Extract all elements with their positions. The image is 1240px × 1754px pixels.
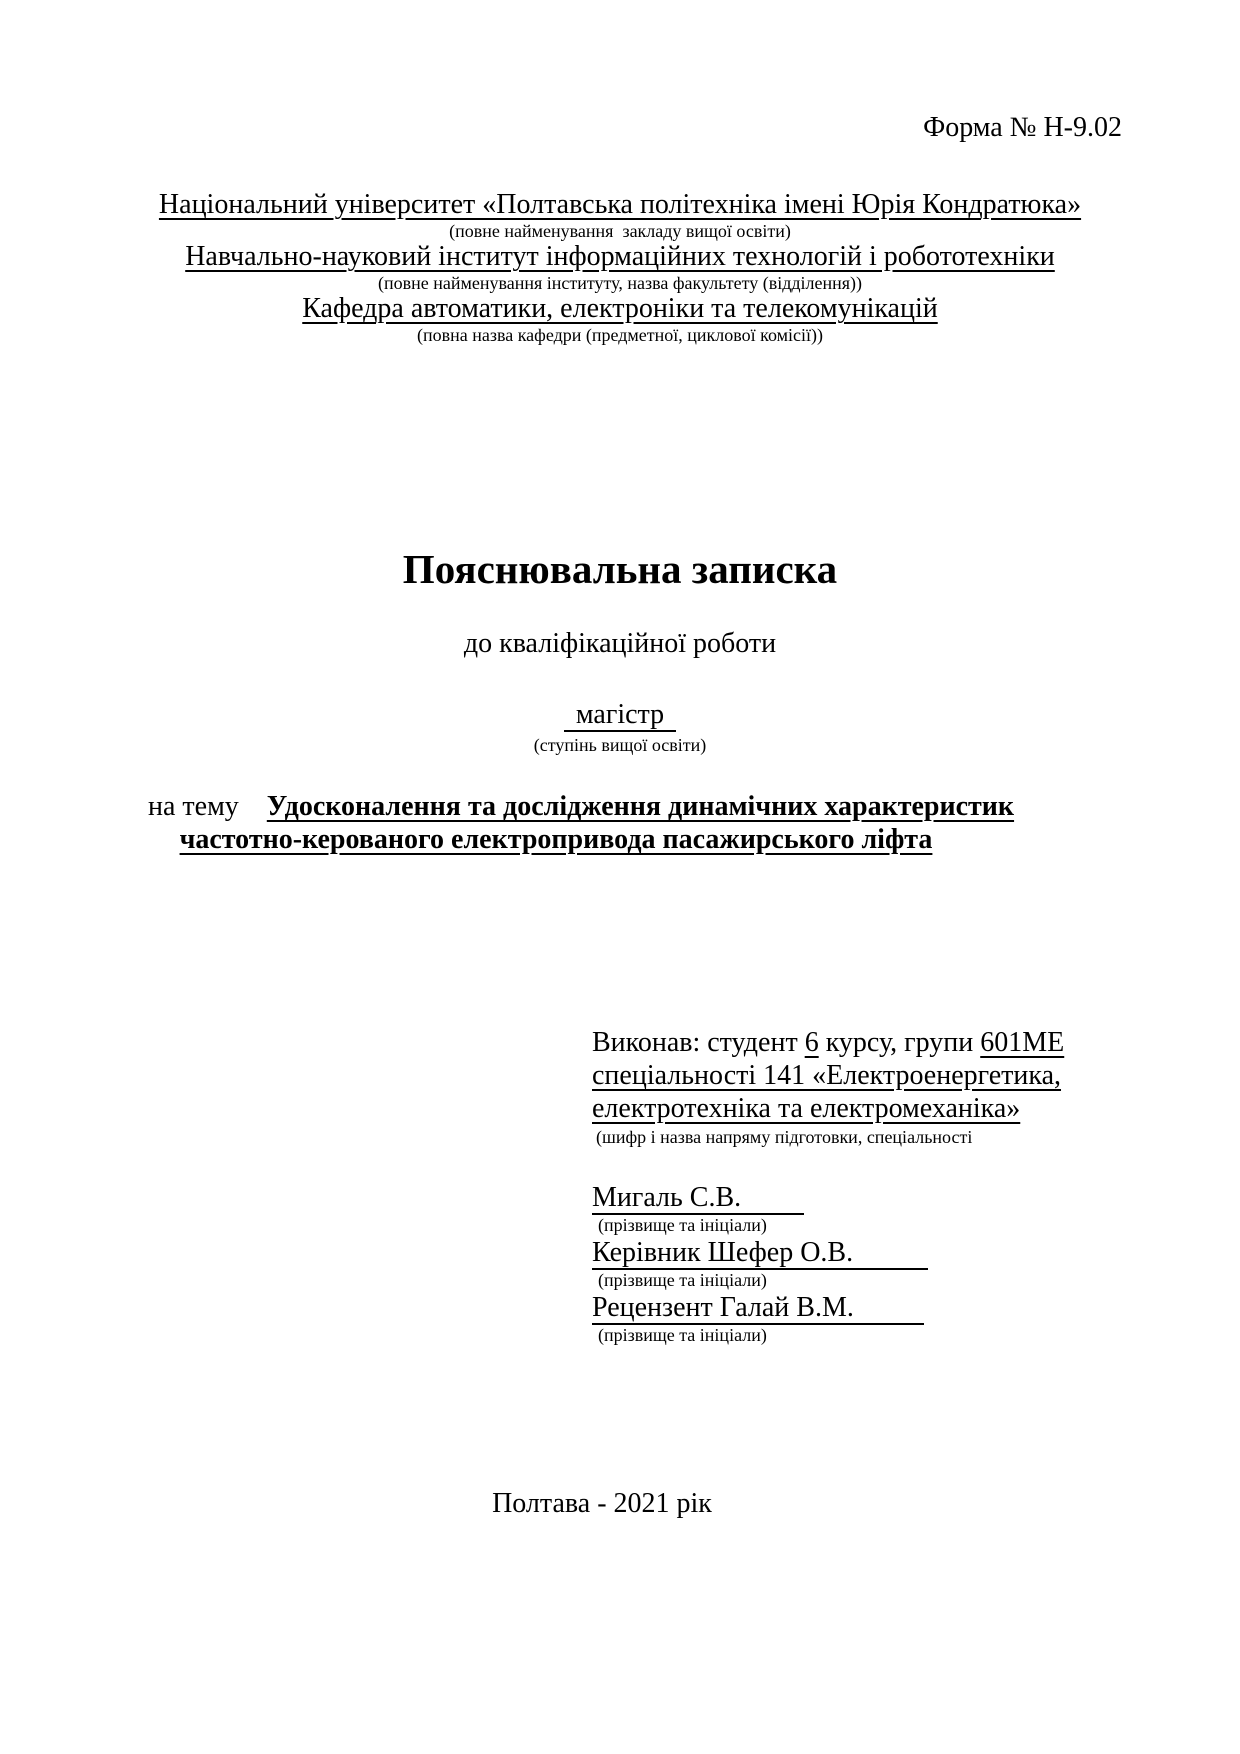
university-caption: (повне найменування закладу вищої освіти) <box>449 221 791 241</box>
topic-row-2 <box>0 823 1176 856</box>
signature-row-supervisor <box>592 1238 1112 1290</box>
topic-block <box>0 790 1240 856</box>
form-number: Форма № Н-9.02 <box>923 112 1122 143</box>
degree-block <box>0 700 1240 756</box>
performer-name-line: Мигаль С.В. <box>592 1183 804 1215</box>
supervisor-name-line: Керівник Шефер О.В. <box>592 1238 928 1270</box>
topic-row-1 <box>148 790 1240 823</box>
university-name: Національний університет «Полтавська політехніка імені Юрія Кондратюка» <box>158 189 1082 220</box>
department-caption: (повна назва кафедри (предметної, циклової комісії)) <box>416 325 824 345</box>
performer-mid: курсу, групи <box>818 1027 981 1058</box>
document-title: Пояснювальна записка <box>402 546 838 592</box>
performer-group: 601МЕ <box>980 1027 1065 1058</box>
institute-name: Навчально-науковий інститут інформаційних технологій і робототехніки <box>185 241 1055 272</box>
degree-name: магістр <box>564 700 676 732</box>
topic-label: на тему <box>148 791 239 822</box>
degree-caption: (ступінь вищої освіти) <box>533 735 707 755</box>
performer-paragraph <box>592 1026 1112 1125</box>
specialty-line-1: спеціальності 141 «Електроенергетика, <box>592 1060 1062 1091</box>
performer-prefix: Виконав: студент <box>592 1027 805 1058</box>
topic-line-2: частотно-керованого електропривода пасажирського ліфта <box>179 824 933 855</box>
signature-row-performer <box>592 1183 1112 1235</box>
supervisor-name-caption: (прізвище та ініціали) <box>598 1270 767 1290</box>
city-year: Полтава - 2021 рік <box>492 1488 712 1519</box>
topic-line-1: Удосконалення та дослідження динамічних характеристик <box>266 791 1015 822</box>
signature-row-reviewer <box>592 1293 1112 1345</box>
header-block <box>0 189 1240 345</box>
reviewer-name-line: Рецензент Галай В.М. <box>592 1293 924 1325</box>
reviewer-name-caption: (прізвище та ініціали) <box>598 1325 767 1345</box>
specialty-line-2: електротехніка та електромеханіка» <box>592 1093 1021 1124</box>
author-block <box>592 1026 1112 1348</box>
performer-course: 6 <box>804 1027 819 1058</box>
institute-caption: (повне найменування інституту, назва факультету (відділення)) <box>377 273 863 293</box>
document-subtitle: до кваліфікаційної роботи <box>463 628 777 659</box>
specialty-caption: (шифр і назва напряму підготовки, спеціальності <box>596 1127 973 1147</box>
performer-name-caption: (прізвище та ініціали) <box>598 1215 767 1235</box>
signatures-block <box>592 1183 1112 1345</box>
department-name: Кафедра автоматики, електроніки та телекомунікацій <box>302 293 938 324</box>
